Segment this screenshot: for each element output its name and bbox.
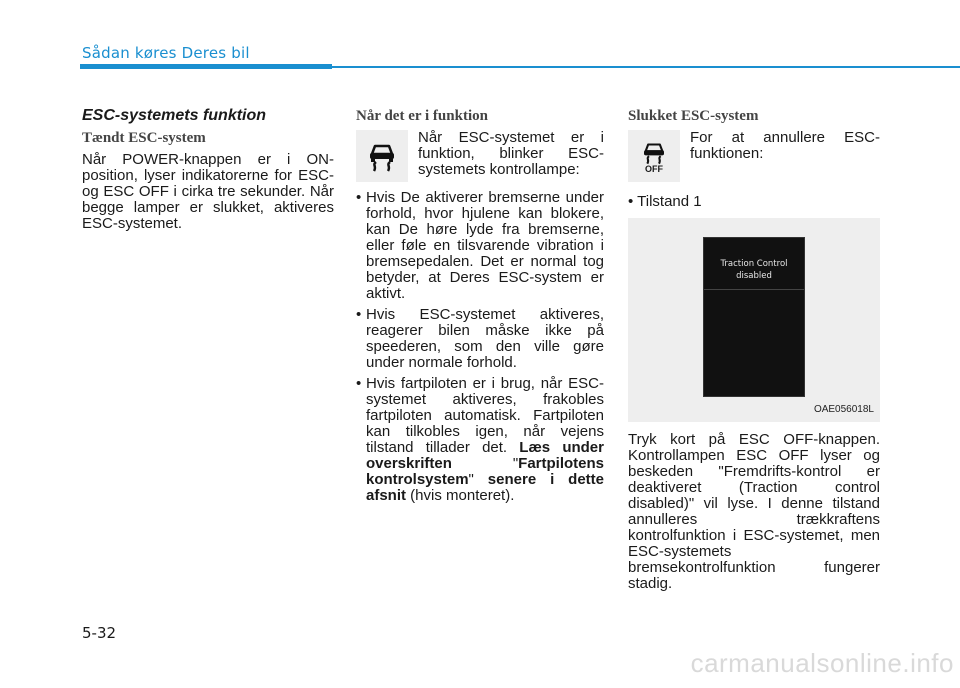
- bold-later-section: senere i dette afsnit: [366, 471, 604, 504]
- bullet-list-operation: [356, 190, 604, 504]
- heading-esc-off: Slukket ESC-system: [628, 108, 759, 124]
- figure-code: OAE056018L: [813, 404, 874, 415]
- esc-off-icon: [628, 130, 680, 182]
- paragraph-esc-off-body: Tryk kort på ESC OFF-knappen. Kontrollampen ESC OFF lyser og beskeden "Fremdrifts-kontrol er deaktiveret (Traction control disabled)" vil lyse. I denne tilstand annulleres trækkraftens kontrolfunktion i ESC-systemet, men ESC-systemets bremsekontrolfunktion fungerer stadig.: [628, 431, 880, 592]
- display-message: [704, 238, 804, 290]
- esc-indicator-row: [356, 130, 604, 182]
- list-item-cruise: [356, 376, 604, 504]
- esc-off-row: [628, 130, 880, 182]
- section-title: Sådan køres Deres bil: [82, 44, 250, 62]
- paragraph-esc-on: Når POWER-knappen er i ON-position, lyser indikatorerne for ESC- og ESC OFF i cirka tre sekunder. Når begge lamper er slukket, aktiveres ESC-systemet.: [82, 151, 334, 232]
- off-label: OFF: [645, 163, 663, 174]
- header-rule-thin: [332, 66, 960, 68]
- bullet-text: Hvis fartpiloten er i brug, når ESC-systemet aktiveres, frakobles fartpiloten automatisk. Fartpiloten kan tilkobles igen, når vejens tilstand tillader det.: [366, 375, 604, 456]
- cluster-display: [703, 237, 805, 397]
- quote-close: ": [468, 471, 474, 488]
- bullet-tail: (hvis monteret).: [406, 487, 515, 504]
- list-item: • Hvis ESC-systemet aktiveres, reagerer bilen måske ikke på speederen, som den ville gøre under normale forhold.: [356, 307, 604, 371]
- paragraph-in-operation-intro: Når ESC-systemet er i funktion, blinker ESC-systemets kontrollampe:: [418, 129, 604, 178]
- heading-esc-function: ESC-systemets funktion: [82, 107, 267, 124]
- esc-skid-icon: [356, 130, 408, 182]
- list-item: • Hvis De aktiverer bremserne under forhold, hvor hjulene kan blokere, kan De høre lyde fra bremserne, eller føle en tilsvarende vibration i bremsepedalen. Det er normal tog betyder, at Deres ESC-system er aktivt.: [356, 190, 604, 302]
- state-1-label: • Tilstand 1: [628, 193, 702, 210]
- paragraph-esc-off-intro: For at annullere ESC-funktionen:: [690, 129, 880, 162]
- display-line-2: disabled: [736, 271, 772, 281]
- column-esc-off: [628, 106, 880, 592]
- column-esc-function: [82, 106, 334, 232]
- subheading-esc-on: Tændt ESC-system: [82, 130, 206, 146]
- bold-cruise-title: Fartpilotens kontrolsystem: [366, 455, 604, 488]
- cluster-figure: [628, 218, 880, 422]
- bold-read-under: Læs under overskriften: [366, 439, 604, 472]
- display-line-1: Traction Control: [720, 259, 788, 269]
- quote-open: ": [451, 455, 519, 472]
- column-in-operation: [356, 106, 604, 509]
- watermark: carmanualsonline.info: [690, 648, 954, 678]
- header-rule-thick: [80, 64, 332, 69]
- page-number: 5-32: [82, 624, 117, 642]
- heading-in-operation: Når det er i funktion: [356, 108, 488, 124]
